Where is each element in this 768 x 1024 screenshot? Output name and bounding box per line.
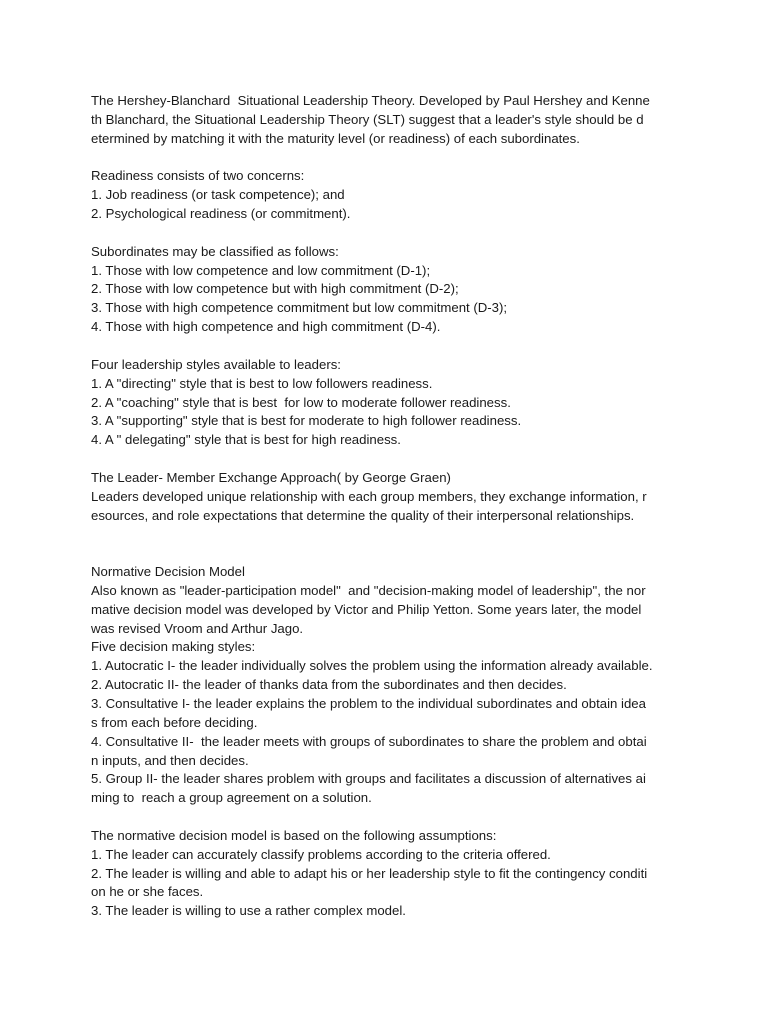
subordinates-item-4: 4. Those with high competence and high commitment (D-4). — [91, 319, 441, 335]
assumptions-item-1: 1. The leader can accurately classify problems according to the criteria offered. — [91, 846, 551, 862]
ndm-style-5-line-2: ming to reach a group agreement on a solution. — [91, 790, 372, 806]
assumptions-heading: The normative decision model is based on the following assumptions: — [91, 827, 497, 843]
assumptions-item-2-line-1: 2. The leader is willing and able to adapt his or her leadership style to fit the contingency conditi — [91, 865, 648, 881]
ndm-line-1: Also known as "leader-participation model" and "decision-making model of leadership", the nor — [91, 582, 646, 598]
readiness-item-1: 1. Job readiness (or task competence); and — [91, 187, 345, 203]
styles-item-4: 4. A " delegating" style that is best for high readiness. — [91, 432, 401, 448]
ndm-heading: Normative Decision Model — [91, 564, 245, 580]
document-body — [91, 92, 691, 921]
paragraph-gap — [91, 149, 691, 168]
paragraph-gap — [91, 544, 691, 563]
styles-item-3: 3. A "supporting" style that is best for moderate to high follower readiness. — [91, 413, 522, 429]
assumptions-item-2-line-2: on he or she faces. — [91, 884, 204, 900]
ndm-style-3-line-1: 3. Consultative I- the leader explains the problem to the individual subordinates and obtain idea — [91, 696, 646, 711]
paragraph-gap — [91, 337, 691, 356]
paragraph-gap — [91, 450, 691, 469]
ndm-style-2: 2. Autocratic II- the leader of thanks data from the subordinates and then decides. — [91, 677, 567, 693]
ndm-line-2: mative decision model was developed by Victor and Philip Yetton. Some years later, the model — [91, 601, 642, 617]
paragraph-gap — [91, 808, 691, 827]
readiness-item-2: 2. Psychological readiness (or commitment). — [91, 206, 351, 222]
assumptions-item-3: 3. The leader is willing to use a rather complex model. — [91, 903, 406, 919]
styles-item-1: 1. A "directing" style that is best to low followers readiness. — [91, 375, 433, 391]
subordinates-heading: Subordinates may be classified as follows: — [91, 243, 339, 259]
ndm-style-1: 1. Autocratic I- the leader individually solves the problem using the information already available. — [91, 658, 653, 674]
subordinates-item-1: 1. Those with low competence and low commitment (D-1); — [91, 262, 431, 278]
styles-heading: Four leadership styles available to leaders: — [91, 356, 341, 372]
ndm-style-5-line-1: 5. Group II- the leader shares problem with groups and facilitates a discussion of alternatives ai — [91, 771, 646, 787]
slt-intro-line-2: th Blanchard, the Situational Leadership Theory (SLT) suggest that a leader's style should be d — [91, 111, 644, 127]
ndm-line-3: was revised Vroom and Arthur Jago. — [91, 620, 304, 636]
readiness-heading: Readiness consists of two concerns: — [91, 168, 305, 184]
ndm-styles-heading: Five decision making styles: — [91, 639, 256, 655]
lmx-line-2: esources, and role expectations that determine the quality of their interpersonal relationships. — [91, 507, 635, 523]
subordinates-item-2: 2. Those with low competence but with high commitment (D-2); — [91, 281, 459, 297]
styles-item-2: 2. A "coaching" style that is best for low to moderate follower readiness. — [91, 394, 511, 410]
subordinates-item-3: 3. Those with high competence commitment but low commitment (D-3); — [91, 300, 508, 316]
paragraph-gap — [91, 525, 691, 544]
ndm-style-4-line-2: n inputs, and then decides. — [91, 752, 249, 768]
ndm-style-3-line-2: s from each before deciding. — [91, 714, 258, 730]
paragraph-gap — [91, 224, 691, 243]
ndm-style-4-line-1: 4. Consultative II- the leader meets with groups of subordinates to share the problem and obtai — [91, 733, 647, 749]
lmx-line-1: Leaders developed unique relationship with each group members, they exchange information, r — [91, 488, 647, 504]
slt-intro-line-3: etermined by matching it with the maturity level (or readiness) of each subordinates. — [91, 130, 580, 146]
lmx-heading: The Leader- Member Exchange Approach( by George Graen) — [91, 469, 451, 485]
slt-intro-line-1: The Hershey-Blanchard Situational Leadership Theory. Developed by Paul Hershey and Kenne — [91, 93, 650, 108]
